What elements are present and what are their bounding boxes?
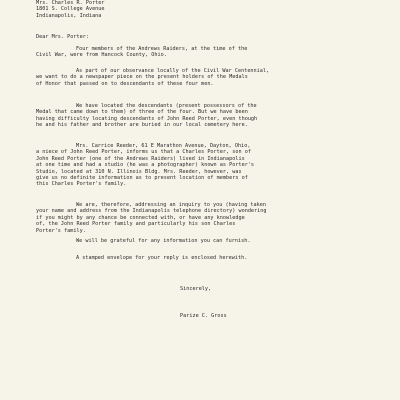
paragraph-line: your name and address from the Indianapolis telephone directory) wondering <box>36 208 267 215</box>
paragraph-line: Studio, located at 310 N. Illinois Bldg. Mrs. Reeder, however, was <box>36 168 242 175</box>
paragraph-7 <box>36 255 366 261</box>
paragraph-line: We are, therefore, addressing an inquiry to you (having taken <box>76 202 267 208</box>
paragraph-line: Medal that came down to them) of three of the four. But we have been <box>36 109 248 116</box>
paragraph-line: if you might by any chance be connected with, or have any knowledge <box>36 214 245 221</box>
address-line: Indianapolis, Indiana <box>36 12 102 19</box>
signer-name: Parize C. Gross <box>180 313 227 319</box>
paragraph-line: of, the John Reed Porter family and particularly his son Charles <box>36 221 236 228</box>
signature-block <box>180 313 227 319</box>
paragraph-4 <box>36 143 366 188</box>
paragraph-line: a niece of John Reed Porter, informs us that a Charles Porter, son of <box>36 149 251 156</box>
address-line: Mrs. Charles R. Porter <box>36 0 105 6</box>
paragraph-line: We have located the descendants (present possessors of the <box>76 103 257 109</box>
paragraph-line: Four members of the Andrews Raiders, at the time of the <box>76 46 248 52</box>
paragraph-line: Porter's family. <box>36 227 86 234</box>
paragraph-line: Civil War, were from Hancock County, Ohio. <box>36 52 167 59</box>
paragraph-3 <box>36 103 366 129</box>
closing <box>180 286 211 292</box>
paragraph-line: We will be grateful for any information you can furnish. <box>76 238 251 244</box>
paragraph-6 <box>36 238 366 244</box>
paragraph-line: give us no definite information as to present location of members of <box>36 175 248 182</box>
salutation-text: Dear Mrs. Porter: <box>36 34 89 40</box>
paragraph-line: he and his father and brother are buried in our local cemetery here. <box>36 122 248 129</box>
paragraph-2 <box>36 68 366 87</box>
paragraph-line: this Charles Porter's family. <box>36 181 127 188</box>
address-line: 1801 S. College Avenue <box>36 6 105 13</box>
paragraph-line: Mrs. Carrice Reeder, 61 E Marathon Avenue, Dayton, Ohio, <box>76 143 251 149</box>
salutation <box>36 34 89 40</box>
paragraph-line: John Reed Porter (one of the Andrews Raiders) lived in Indianapolis <box>36 155 245 162</box>
paragraph-5 <box>36 202 366 234</box>
recipient-address <box>36 0 105 19</box>
paragraph-line: of Honor that passed on to descendants of these four men. <box>36 80 214 87</box>
paragraph-line: As part of our observance locally of the Civil War Centennial, <box>76 68 270 74</box>
paragraph-1 <box>36 46 366 59</box>
paragraph-line: at one time and had a studio (he was a photographer) known as Porter's <box>36 162 255 169</box>
paragraph-line: having difficulty locating descendants of John Reed Porter, even though <box>36 115 258 122</box>
closing-text: Sincerely, <box>180 286 212 292</box>
paragraph-line: we want to do a newspaper piece on the present holders of the Medals <box>36 74 248 81</box>
paragraph-line: A stamped envelope for your reply is enclosed herewith. <box>76 255 248 261</box>
